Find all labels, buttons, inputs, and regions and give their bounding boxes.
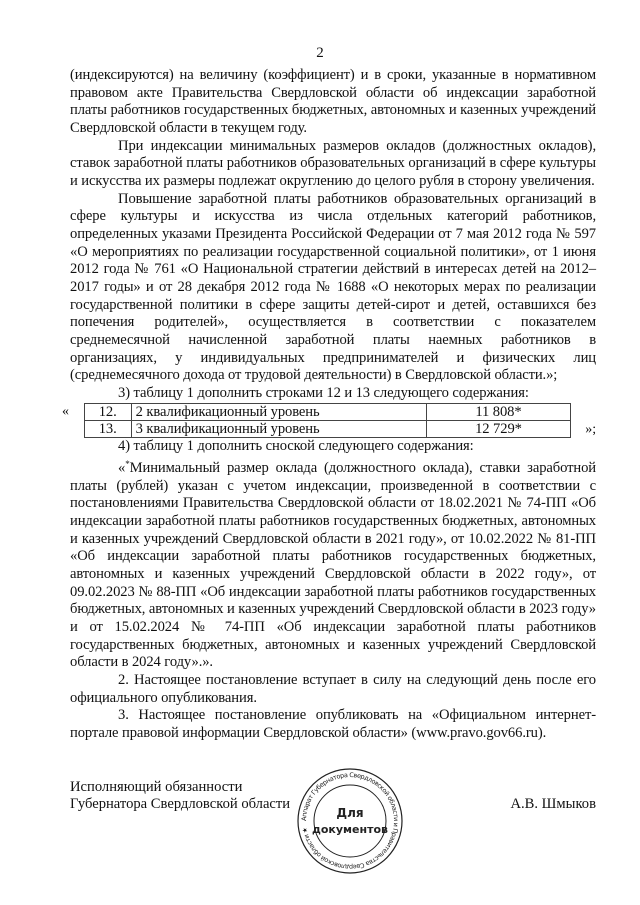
signatory-position-line1: Исполняющий обязанности — [70, 778, 243, 795]
stamp-inner-ring — [312, 785, 389, 857]
item-3-table-rows: 3) таблицу 1 дополнить строками 12 и 13 следующего содержания: — [118, 384, 529, 401]
stamp-container — [296, 767, 404, 875]
paragraph-salary-increase: Повышение заработной платы работников образовательных организаций в сфере культуры и искусства из числа отдельных категорий работников, определенных указами Президента Российской Федерации от 7 мая 2012 года № 597 «О мероприятиях по реализации государственной социальной политики», от 1 июня 2012 года № 761 «О Национальной стратегии действий в интересах детей на 2012–2017 годы» и от 28 декабря 2012 года № 1688 «О некоторых мерах по реализации государственной политики в сфере защиты детей-сирот и детей, оставшихся без попечения родителей», осуществляется в соответствии с показателем среднемесячной начисленной заработной платы наемных работников в организациях, у индивидуальных предпринимателей и физических лиц (среднемесячного дохода от трудовой деятельности) в Свердловской области.»; — [70, 190, 596, 384]
page-number: 2 — [316, 45, 324, 61]
footnote-star: * — [125, 459, 130, 470]
footnote-open-quote: « — [118, 460, 126, 477]
table-row — [84, 404, 571, 421]
row-value: 11 808* — [426, 404, 571, 421]
row-number: 12. — [84, 404, 131, 421]
signatory-position-line2: Губернатора Свердловской области — [70, 796, 291, 813]
signatory-name: А.В. Шмыков — [510, 796, 596, 813]
table-open-quote: « — [62, 404, 69, 420]
clause-2-effective: 2. Настоящее постановление вступает в силу на следующий день после его официального опубликования. — [70, 672, 596, 706]
signatory-position — [70, 779, 290, 814]
clause-3-publication: 3. Настоящее постановление опубликовать на «Официальном интернет-портале правовой информации Свердловской области» (www.pravo.gov66.ru). — [70, 707, 596, 741]
footnote-body: Минимальный размер оклада (должностного оклада), ставки заработной платы (рублей) указан с учетом индексации, произведенной в соответствии с постановлениями Правительства Свердловской области от 18.02.2021 № 74-ПП «Об индексации заработной платы работников государственных бюджетных, автономных и казенных учреждений Свердловской области в 2021 году», от 10.02.2022 № 81-ПП «Об индексации заработной платы работников государственных бюджетных, автономных и казенных учреждений Свердловской области в 2022 году», от 09.02.2023 № 88-ПП «Об индексации заработной платы работников государственных бюджетных, автономных и казенных учреждений Свердловской области в 2023 году» и от 15.02.2024 № 74-ПП «Об индексации заработной платы работников государственных бюджетных, автономных и казенных учреждений Свердловской области в 2024 году».». — [70, 460, 596, 671]
amendment-table — [84, 403, 572, 438]
signature-block — [70, 770, 596, 875]
row-name: 2 квалификационный уровень — [131, 404, 426, 421]
paragraph-continuation: (индексируются) на величину (коэффициент) и в сроки, указанные в нормативном правовом акте Правительства Свердловской области об индексации заработной платы работников государственных бюджетных, автономных и казенных учреждений Свердловской области в текущем году. — [70, 67, 596, 136]
table-row — [84, 421, 571, 438]
row-name: 3 квалификационный уровень — [131, 421, 426, 438]
document-body — [62, 67, 596, 743]
stamp-ring-text: Аппарат Губернатора Свердловской области и Правительства Свердловской области ★ — [300, 770, 401, 871]
stamp-center-line1: Для — [336, 805, 364, 820]
stamp-center-line2: документов — [312, 822, 389, 836]
row-number: 13. — [84, 421, 131, 438]
table-close-quote: »; — [585, 422, 596, 438]
official-stamp — [296, 767, 404, 875]
footnote-text — [70, 456, 596, 672]
row-value: 12 729* — [426, 421, 571, 438]
amendment-table-block — [62, 403, 596, 438]
item-4-footnote: 4) таблицу 1 дополнить сноской следующего содержания: — [118, 438, 474, 455]
paragraph-indexation-rounding: При индексации минимальных размеров окладов (должностных окладов), ставок заработной платы работников образовательных организаций в сфере культуры и искусства их размеры подлежат округлению до целого рубля в сторону увеличения. — [70, 137, 596, 189]
